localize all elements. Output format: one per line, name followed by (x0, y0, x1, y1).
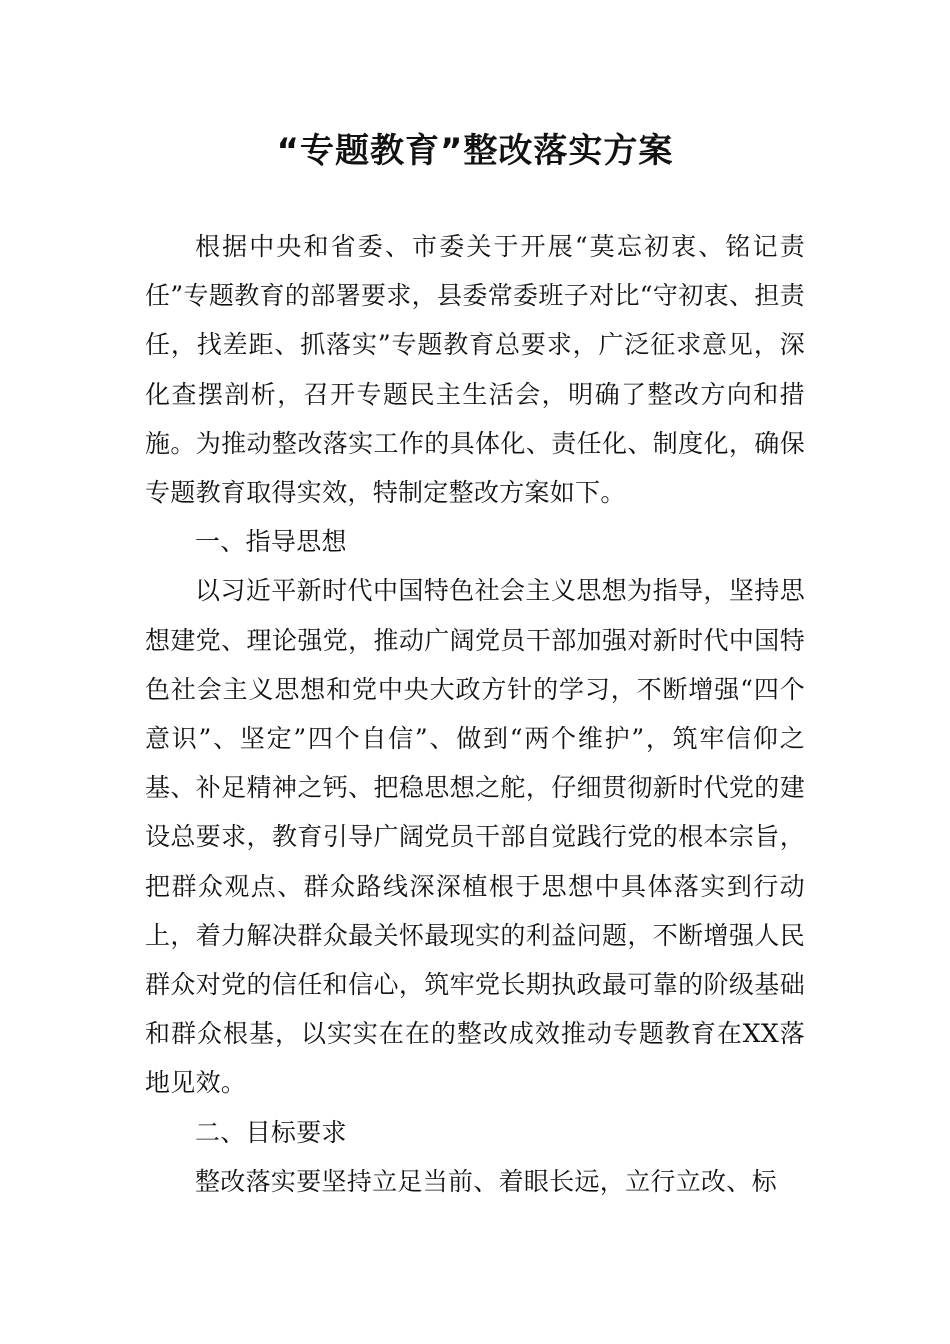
section-heading-goals: 二、目标要求 (195, 1117, 347, 1147)
section-heading-guiding-thought: 一、指导思想 (195, 527, 347, 557)
document-body (145, 222, 805, 1206)
intro-paragraph: 根据中央和省委、市委关于开展“莫忘初衷、铭记责任”专题教育的部署要求，县委常委班子对比“守初衷、担责任，找差距、抓落实”专题教育总要求，广泛征求意见，深化查摆剖析，召开专题民主生活会，明确了整改方向和措施。为推动整改落实工作的具体化、责任化、制度化，确保专题教育取得实效，特制定整改方案如下。 (145, 232, 805, 508)
goals-paragraph: 整改落实要坚持立足当前、着眼长远，立行立改、标 (195, 1166, 777, 1196)
document-title: “专题教育”整改落实方案 (276, 131, 674, 171)
guiding-thought-paragraph: 以习近平新时代中国特色社会主义思想为指导，坚持思想建党、理论强党，推动广阔党员干部加强对新时代中国特色社会主义思想和党中央大政方针的学习，不断增强“四个意识”、坚定”四个自信”、做到“两个维护”，筑牢信仰之基、补足精神之钙、把稳思想之舵，仔细贯彻新时代党的建设总要求，教育引导广阔党员干部自觉践行党的根本宗旨，把群众观点、群众路线深深植根于思想中具体落实到行动上，着力解决群众最关怀最现实的利益问题，不断增强人民群众对党的信任和信心，筑牢党长期执政最可靠的阶级基础和群众根基，以实实在在的整改成效推动专题教育在XX落地见效。 (145, 576, 805, 1098)
